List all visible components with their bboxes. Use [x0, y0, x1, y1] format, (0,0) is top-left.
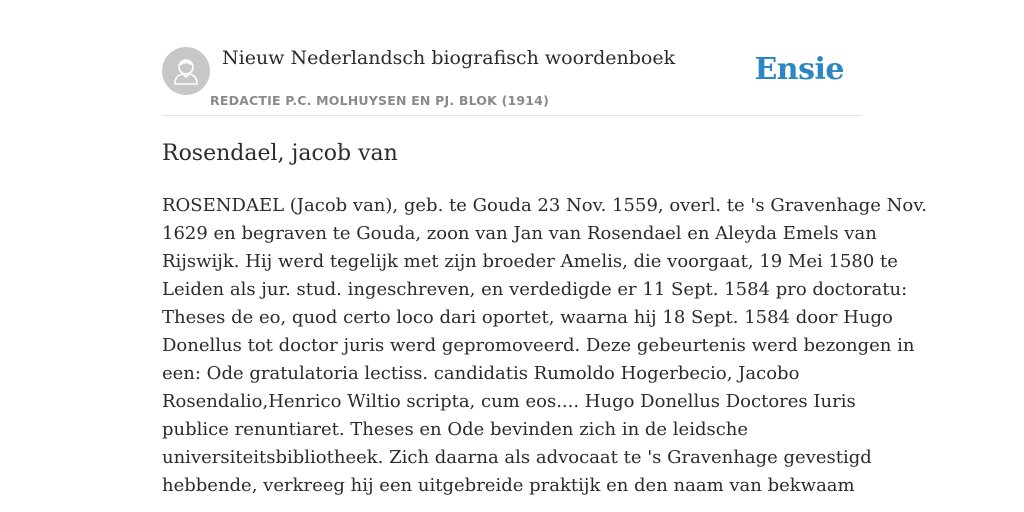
entry-title: Rosendael, jacob van	[162, 141, 398, 166]
source-title[interactable]: Nieuw Nederlandsch biografisch woordenboek	[222, 47, 676, 69]
user-avatar-icon	[162, 47, 210, 95]
entry-body	[162, 192, 928, 500]
source-header	[162, 0, 862, 116]
body-line: een: Ode gratulatoria lectiss. candidatis Rumoldo Hogerbecio, Jacobo	[162, 363, 800, 384]
body-line: ROSENDAEL (Jacob van), geb. te Gouda 23 Nov. 1559, overl. te 's Gravenhage Nov.	[162, 195, 928, 216]
body-line: 1629 en begraven te Gouda, zoon van Jan van Rosendael en Aleyda Emels van	[162, 223, 877, 244]
body-line: universiteitsbibliotheek. Zich daarna als advocaat te 's Gravenhage gevestigd	[162, 447, 872, 468]
body-line: publice renuntiaret. Theses en Ode bevinden zich in de leidsche	[162, 419, 749, 440]
body-line: Donellus tot doctor juris werd gepromoveerd. Deze gebeurtenis werd bezongen in	[162, 335, 915, 356]
body-line: Rijswijk. Hij werd tegelijk met zijn broeder Amelis, die voorgaat, 19 Mei 1580 te	[162, 251, 898, 272]
body-line: Rosendalio,Henrico Wiltio scripta, cum eos.... Hugo Donellus Doctores Iuris	[162, 391, 856, 412]
ensie-logo[interactable]: Ensie	[754, 52, 844, 87]
body-line: Leiden als jur. stud. ingeschreven, en verdedigde er 11 Sept. 1584 pro doctoratu:	[162, 279, 908, 300]
body-line: Theses de eo, quod certo loco dari oportet, waarna hij 18 Sept. 1584 door Hugo	[162, 307, 893, 328]
person-outline-icon	[162, 47, 210, 95]
body-line: hebbende, verkreeg hij een uitgebreide praktijk en den naam van bekwaam	[162, 475, 855, 496]
source-subtitle: REDACTIE P.C. MOLHUYSEN EN PJ. BLOK (1914)	[210, 93, 549, 108]
